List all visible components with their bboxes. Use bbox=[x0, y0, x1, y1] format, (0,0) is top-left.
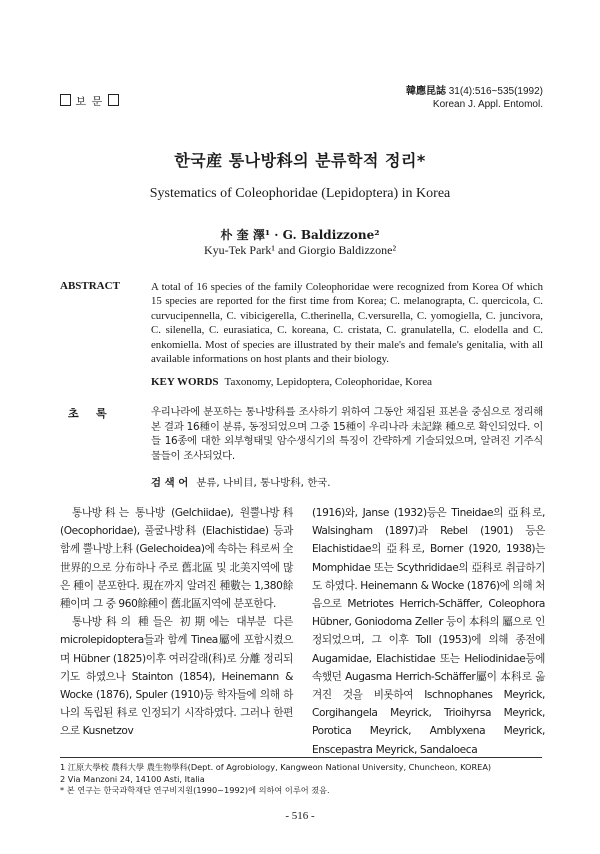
korean-abstract-text: 우리나라에 분포하는 통나방科를 조사하기 위하여 그동안 채집된 표본을 중심으로 정리해본 결과 16種이 분류, 동정되었으며 그중 15種이 우리나라 未記錄 種으로 확인되었다. 이들 16종에 대한 외부형태및 암수생식기의 특징이 간략하게 기술되었으며, 알려진 기주식물들이 조사되었다. bbox=[151, 406, 543, 462]
korean-abstract-label-1: 초 bbox=[68, 407, 79, 420]
title-korean: 한국産 통나방科의 분류학적 정리* bbox=[174, 151, 426, 170]
bracket-box-right bbox=[108, 94, 119, 106]
abstract-label: ABSTRACT bbox=[60, 280, 120, 292]
journal-volume: 31(4):516~535(1992) bbox=[445, 86, 543, 97]
footnote-1: 1 江原大學校 農科大學 農生物學科(Dept. of Agrobiology, Kangweon National University, Chuncheon, KOREA) bbox=[60, 762, 492, 772]
bracket-box-left bbox=[60, 94, 71, 106]
page-number: - 516 - bbox=[285, 810, 315, 822]
keywords-text: Taxonomy, Lepidoptera, Coleophoridae, Korea bbox=[224, 376, 432, 388]
body-column-right bbox=[312, 504, 545, 759]
body-paragraph-2: 통나방科의 種들은 初期에는 대부분 다른 microlepidoptera들과 함께 Tinea屬에 포함시켰으며 Hübner (1825)이후 여러갈래(科)로 分離 정리되기도 하였으나 Stainton (1854), Heinemann & Wocke (1876), Spuler (1910)등 학자들에 의해 하나의 독립된 科로 인정되기 시작하였다. 그러나 한편으로 Kusnetzov bbox=[60, 616, 293, 738]
journal-citation bbox=[406, 85, 543, 111]
authors-english: Kyu-Tek Park¹ and Giorgio Baldizzone² bbox=[203, 243, 397, 257]
authors-korean: 朴 奎 澤¹ · G. Baldizzone² bbox=[220, 228, 380, 242]
title-english: Systematics of Coleophoridae (Lepidoptera) in Korea bbox=[149, 186, 451, 201]
article-type-label: 보 문 bbox=[75, 95, 104, 108]
body-paragraph-3: (1916)와, Janse (1932)등은 Tineidae의 亞科로, Walsingham (1897)과 Rebel (1901) 등은 Elachistidae의 亞科로, Borner (1920, 1938)는 Momphidae 또는 Scythrididae의 亞科로 취급하기도 하였다. Heinemann & Wocke (1876)에 의해 처음으로 Metriotes Herrich-Schäffer, Coleophora Hübner, Goniodoma Zeller 등이 本科의 屬으로 인정되었으며, 그 이후 Toll (1953)에 의해 종전에 Augamidae, Elachistidae 또는 Heliodinidae등에 속했던 Augasma Herrich-Schäffer屬이 本科로 옮겨진 것을 비롯하여 Ischnophanes Meyrick, Corgihangela Meyrick, Trioihyrsa Meyrick, Porotica Meyrick, Amblyxena Meyrick, Enscepastra Meyrick, Sandaloeca bbox=[312, 507, 545, 756]
journal-name-en: Korean J. Appl. Entomol. bbox=[432, 99, 543, 110]
korean-abstract-label-2: 록 bbox=[96, 407, 107, 420]
footnote-3: * 본 연구는 한국과학재단 연구비지원(1990~1992)에 의하여 이루어 졌음. bbox=[60, 785, 330, 795]
footnote-rule bbox=[60, 757, 542, 758]
footnotes bbox=[60, 762, 542, 797]
korean-abstract-label bbox=[68, 405, 148, 421]
journal-abbrev: 韓應昆誌 bbox=[405, 86, 446, 97]
article-type-tag bbox=[60, 93, 119, 109]
abstract-text: A total of 16 species of the family Coleophoridae were recognized from Korea Of which 15 species are reported for the first time from Korea; C. melanograpta, C. quercicola, C. curvucipennella, C. vibicigerella, C.therinella, C.versurella, C. yomogiella, C. juncivora, C. silenella, C. eurasiatica, C. koreana, C. cristata, C. granulatella, C. elodella and C. enkomiella. Most of species are illustrated by their male's and female's genitalia, with all available informations on host plants and their biology. bbox=[151, 281, 543, 366]
body-column-left bbox=[60, 504, 293, 741]
body-paragraph-1: 통나방科는 통나방 (Gelchiidae), 원뿔나방科 (Oecophoridae), 풀굴나방科 (Elachistidae) 등과 함께 뿔나방上科 (Gelechoidea)에 속하는 科로써 全世界的으로 分布하나 주로 舊北區 및 北美지역에 많은 種이 분포한다. 現在까지 알려진 種數는 1,380餘種이며 그 중 960餘種이 舊北區지역에 분포한다. bbox=[60, 507, 293, 611]
keywords bbox=[151, 376, 432, 388]
keywords-label: KEY WORDS bbox=[151, 376, 219, 388]
korean-keywords bbox=[151, 474, 331, 489]
korean-keywords-text: 분류, 나비目, 통나방科, 한국. bbox=[196, 477, 331, 489]
footnote-2: 2 Via Manzoni 24, 14100 Asti, Italia bbox=[60, 773, 205, 784]
korean-keywords-label: 검 색 어 bbox=[151, 477, 189, 489]
